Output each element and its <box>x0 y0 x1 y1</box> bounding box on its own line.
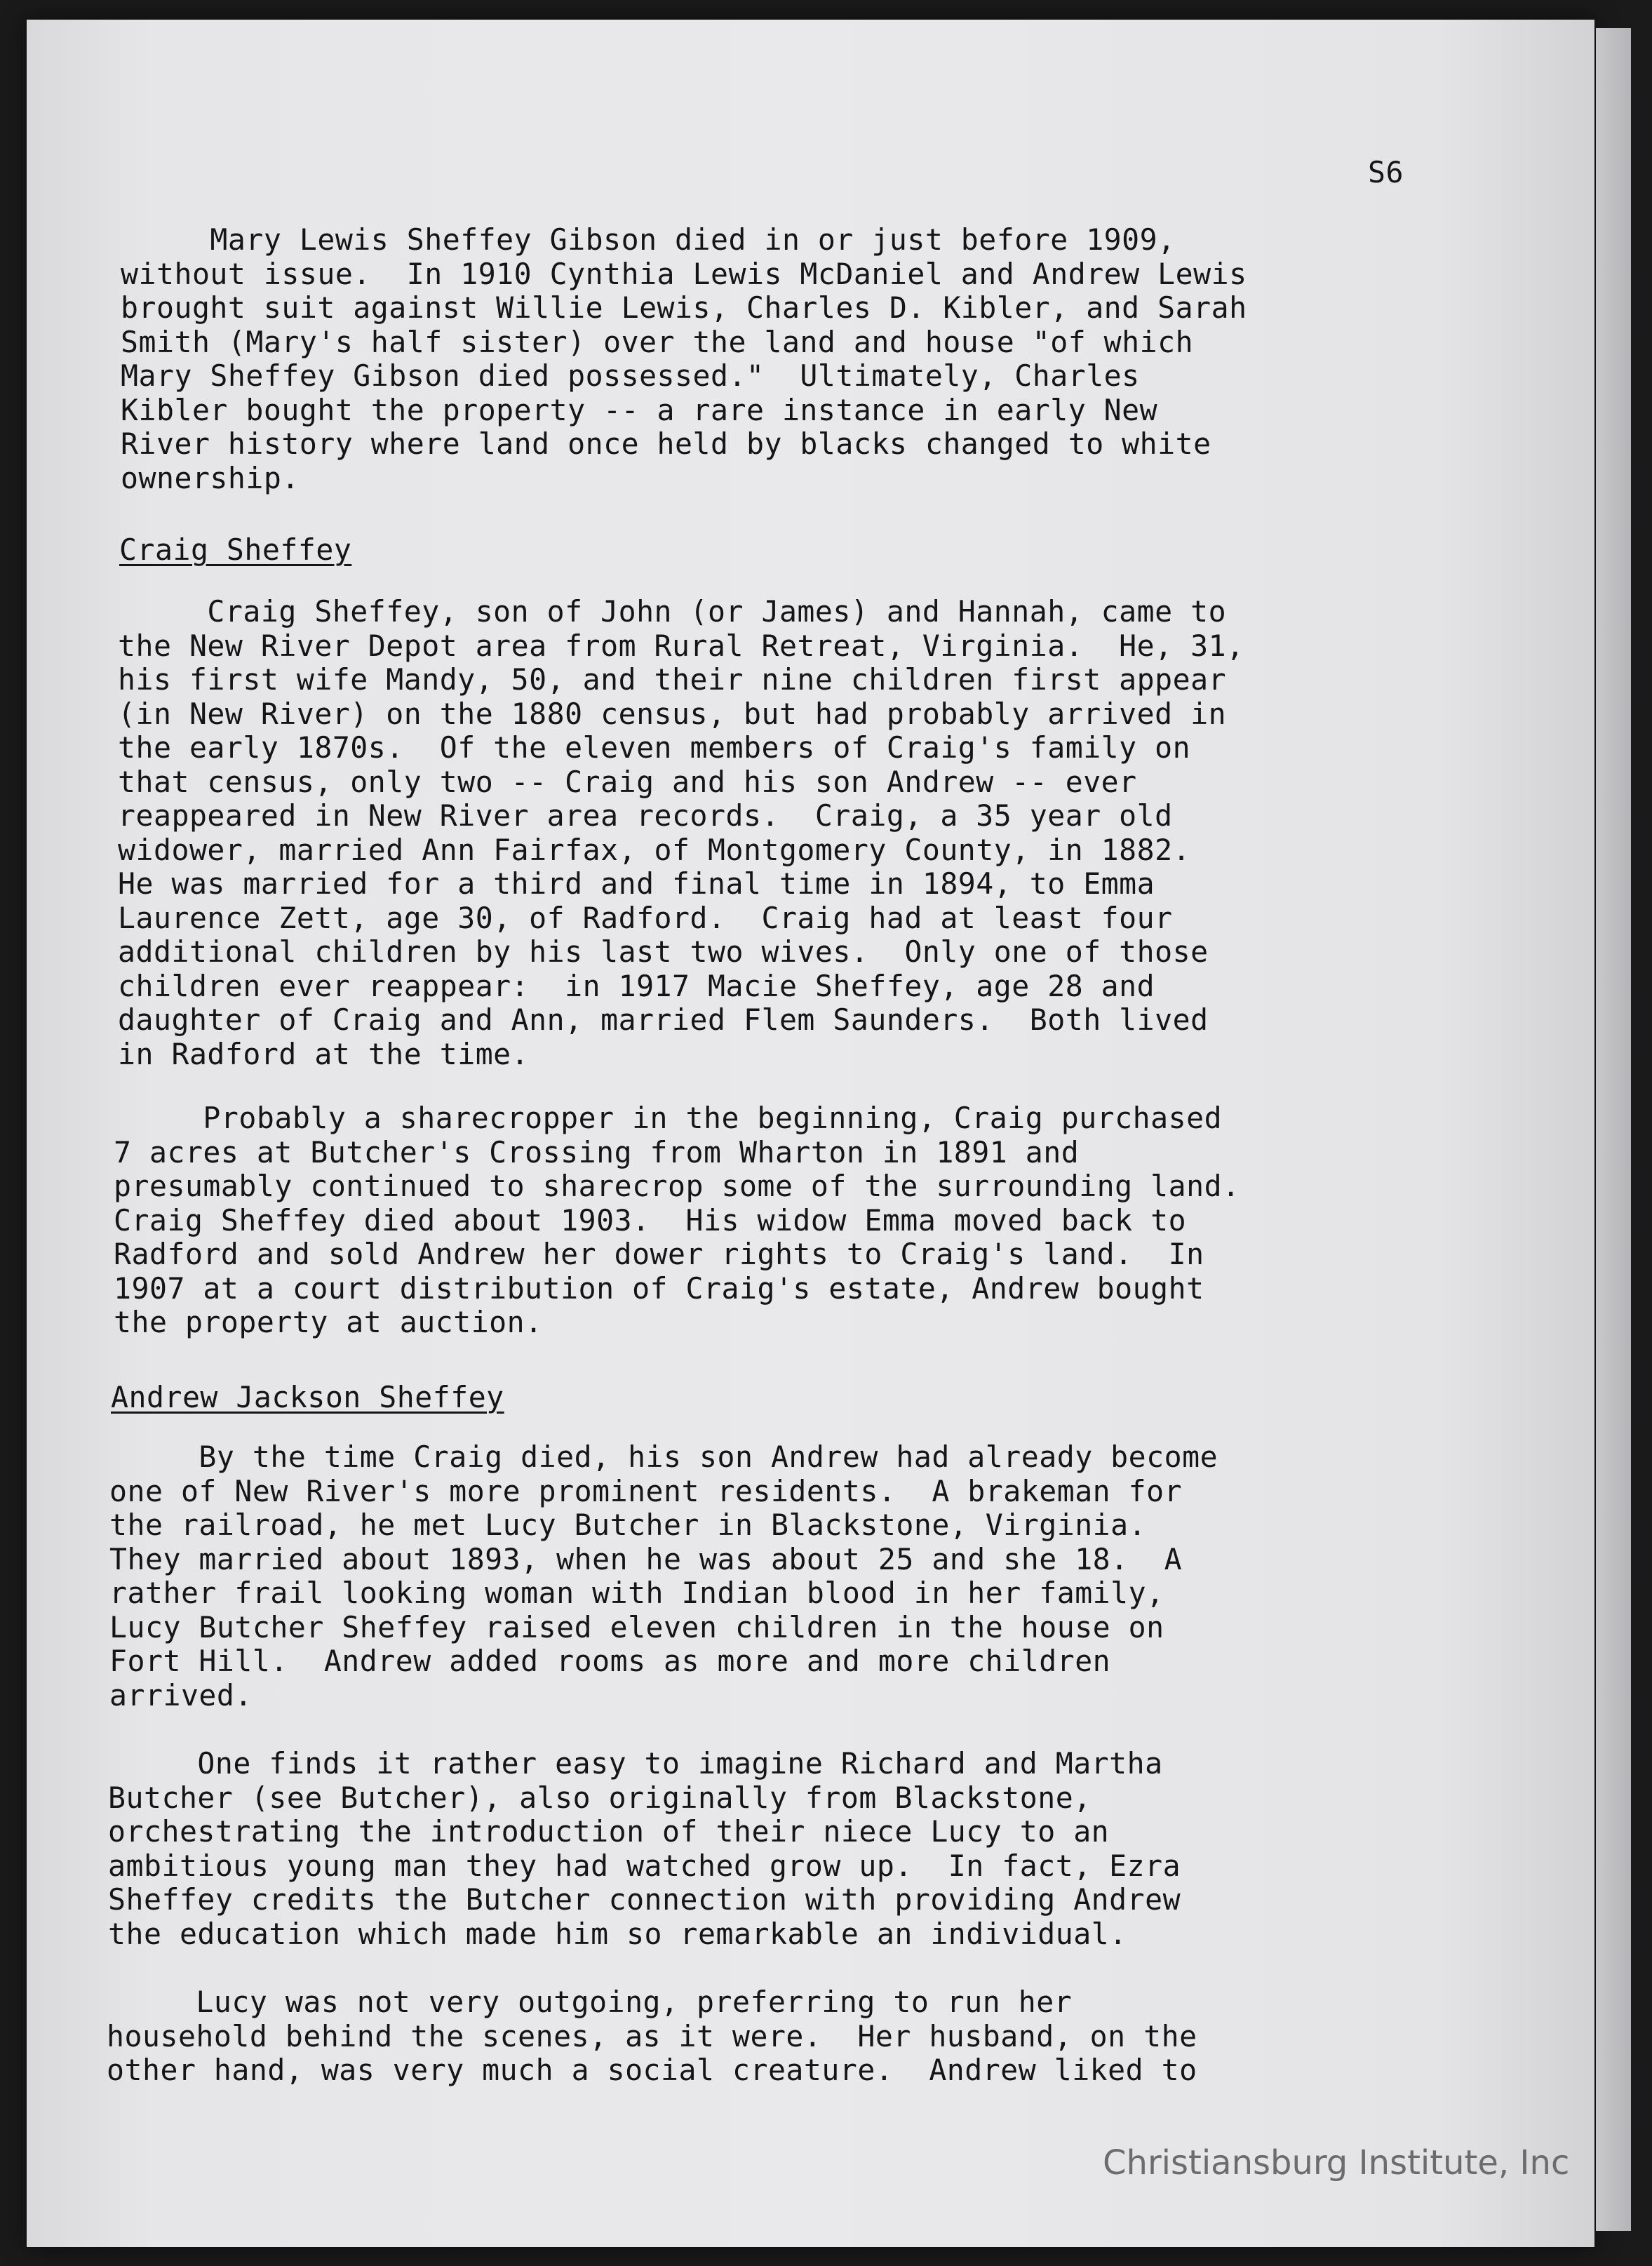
paragraph-gibson: Mary Lewis Sheffey Gibson died in or just before 1909, without issue. In 1910 Cynthia Lewis McDaniel and Andrew Lewis brought suit against Willie Lewis, Charles D. Kibler, and Sarah Smith (Mary's half sister) over the land and house "of which Mary Sheffey Gibson died possessed." Ultimately, Charles Kibler bought the property -- a rare instance in early New River history where land once held by blacks changed to white ownership. <box>121 222 1247 495</box>
paragraph-sharecropper: Probably a sharecropper in the beginning, Craig purchased 7 acres at Butcher's Crossing from Wharton in 1891 and presumably continued to sharecrop some of the surrounding land. Craig Sheffey died about 1903. His widow Emma moved back to Radford and sold Andrew her dower rights to Craig's land. In 1907 at a court distribution of Craig's estate, Andrew bought the property at auction. <box>114 1101 1240 1339</box>
paragraph-andrew: By the time Craig died, his son Andrew had already become one of New River's more prominent residents. A brakeman for the railroad, he met Lucy Butcher in Blackstone, Virginia. They married about 1893, when he was about 25 and she 18. A rather frail looking woman with Indian blood in her family, Lucy Butcher Sheffey raised eleven children in the house on Fort Hill. Andrew added rooms as more and more children arrived. <box>109 1440 1218 1712</box>
heading-andrew-jackson-sheffey: Andrew Jackson Sheffey <box>111 1380 504 1414</box>
paragraph-lucy: Lucy was not very outgoing, preferring to run her household behind the scenes, as it were. Her husband, on the other hand, was very much a social creature. Andrew liked to <box>107 1985 1197 2087</box>
watermark: Christiansburg Institute, Inc <box>1103 2143 1570 2183</box>
paragraph-butcher: One finds it rather easy to imagine Richard and Martha Butcher (see Butcher), also originally from Blackstone, orchestrating the introduction of their niece Lucy to an ambitious young man they had watched grow up. In fact, Ezra Sheffey credits the Butcher connection with providing Andrew the education which made him so remarkable an individual. <box>108 1746 1181 1951</box>
heading-craig-sheffey: Craig Sheffey <box>119 532 352 567</box>
page-number: S6 <box>1368 155 1404 189</box>
page-stack-edge <box>1596 28 1631 2231</box>
paragraph-craig-sheffey: Craig Sheffey, son of John (or James) and Hannah, came to the New River Depot area from Rural Retreat, Virginia. He, 31, his first wife Mandy, 50, and their nine children first appear (in New River) on the 1880 census, but had probably arrived in the early 1870s. Of the eleven members of Craig's family on that census, only two -- Craig and his son Andrew -- ever reappeared in New River area records. Craig, a 35 year old widower, married Ann Fairfax, of Montgomery County, in 1882. He was married for a third and final time in 1894, to Emma Laurence Zett, age 30, of Radford. Craig had at least four additional children by his last two wives. Only one of those children ever reappear: in 1917 Macie Sheffey, age 28 and daughter of Craig and Ann, married Flem Saunders. Both lived in Radford at the time. <box>118 594 1244 1071</box>
